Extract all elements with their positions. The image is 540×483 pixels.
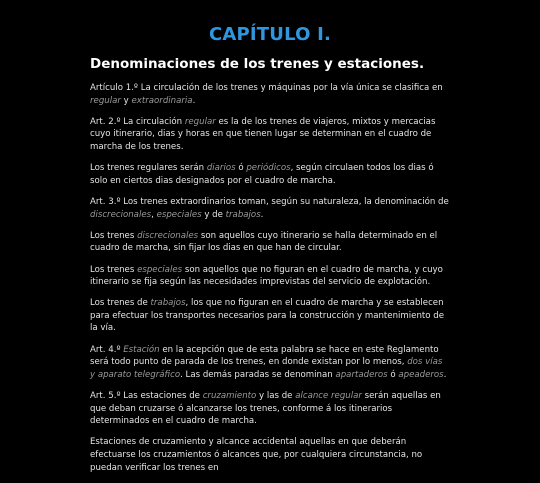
paragraph-text: , los que no figuran en el cuadro de marcha y se establecen para efectuar los transportes necesarios para la construcción y mantenimiento de la vía. [90,298,445,334]
emphasized-term: cruzamiento [202,391,257,402]
paragraph-text: , según circulaen todos los dias ó solo en ciertos dias designados por el cuadro de marcha. [90,163,434,186]
chapter-title: CAPÍTULO I. [208,24,332,45]
emphasized-term: extraordinaria [131,95,193,106]
emphasized-term: apartaderos [335,369,388,380]
paragraph-text: serán aquellas en que deban cruzarse ó alcanzarse los trenes, conforme á los itinerarios determinados en el cuadro de marcha. [90,391,441,427]
paragraph-text: . Las demás paradas se denominan [180,369,336,380]
paragraph-text: ó [387,369,399,380]
paragraph-text: Art. 2.º La circulación [90,116,185,127]
emphasized-term: discrecionales [90,209,152,220]
paragraph-text: y las de [256,391,296,402]
paragraph-text: ó [235,163,247,174]
emphasized-term: regular [184,116,216,127]
paragraph [90,196,450,221]
emphasized-term: especiales [137,264,183,275]
document-body [90,82,450,483]
paragraph-text: Los trenes de [90,298,151,309]
emphasized-term: Estación [123,344,160,355]
emphasized-term: dos vías y aparato telegráfico [90,357,443,380]
paragraph-text: . [192,95,196,106]
paragraph-text: Los trenes regulares serán [90,163,207,174]
paragraph [90,390,450,428]
emphasized-term: especiales [156,209,202,220]
emphasized-term: trabajos [150,298,186,309]
paragraph-text: Art. 3.º Los trenes extraordinarios toman, según su naturaleza, la denominación de [90,196,449,207]
emphasized-term: alcance regular [295,391,362,402]
paragraph [90,230,450,255]
emphasized-term: periódicos [246,163,291,174]
paragraph [90,436,450,474]
paragraph [90,344,450,382]
paragraph-text: , [151,209,157,220]
paragraph [90,116,450,154]
paragraph [90,162,450,187]
emphasized-term: trabajos [225,209,261,220]
paragraph-text: son aquellos cuyo itinerario se halla determinado en el cuadro de marcha, sin fijar los dias en que han de circular. [90,230,438,254]
paragraph-text: Art. 4.º [90,344,124,355]
paragraph-text: son aquellos que no figuran en el cuadro de marcha, y cuyo itinerario se fija según las necesidades imprevistas del servicio de explotación. [90,264,443,288]
paragraph-text: y de [201,209,226,220]
paragraph [90,82,450,107]
paragraph-text: . [260,209,264,220]
paragraph-text: Los trenes [90,264,138,275]
paragraph [90,264,450,289]
paragraph-text: . [443,369,447,380]
paragraph-text: Los trenes [90,230,138,241]
paragraph-text: en la acepción que de esta palabra se hace en este Reglamento será todo punto de parada de los trenes, en donde existan por lo menos, [90,344,439,368]
emphasized-term: regular [90,95,121,106]
paragraph [90,297,450,335]
emphasized-term: discrecionales [137,230,199,241]
paragraph-text: Art. 5.º Las estaciones de [90,391,203,402]
section-title: Denominaciones de los trenes y estaciones. [90,56,425,72]
paragraph-text: Artículo 1.º La circulación de los trenes y máquinas por la vía única se clasifica en [90,83,443,93]
paragraph-text: Estaciones de cruzamiento y alcance accidental aquellas en que deberán efectuarse los cruzamientos ó alcances que, por cualquiera circunstancia, no puedan verificar los trenes en [90,437,423,473]
emphasized-term: apeaderos [398,369,444,380]
paragraph-text: es la de los trenes de viajeros, mixtos y mercacias cuyo itinerario, dias y horas en que tienen lugar se determinan en el cuadro de marcha de los trenes. [90,116,436,152]
paragraph-text: y [120,95,132,106]
emphasized-term: diarios [206,163,236,174]
